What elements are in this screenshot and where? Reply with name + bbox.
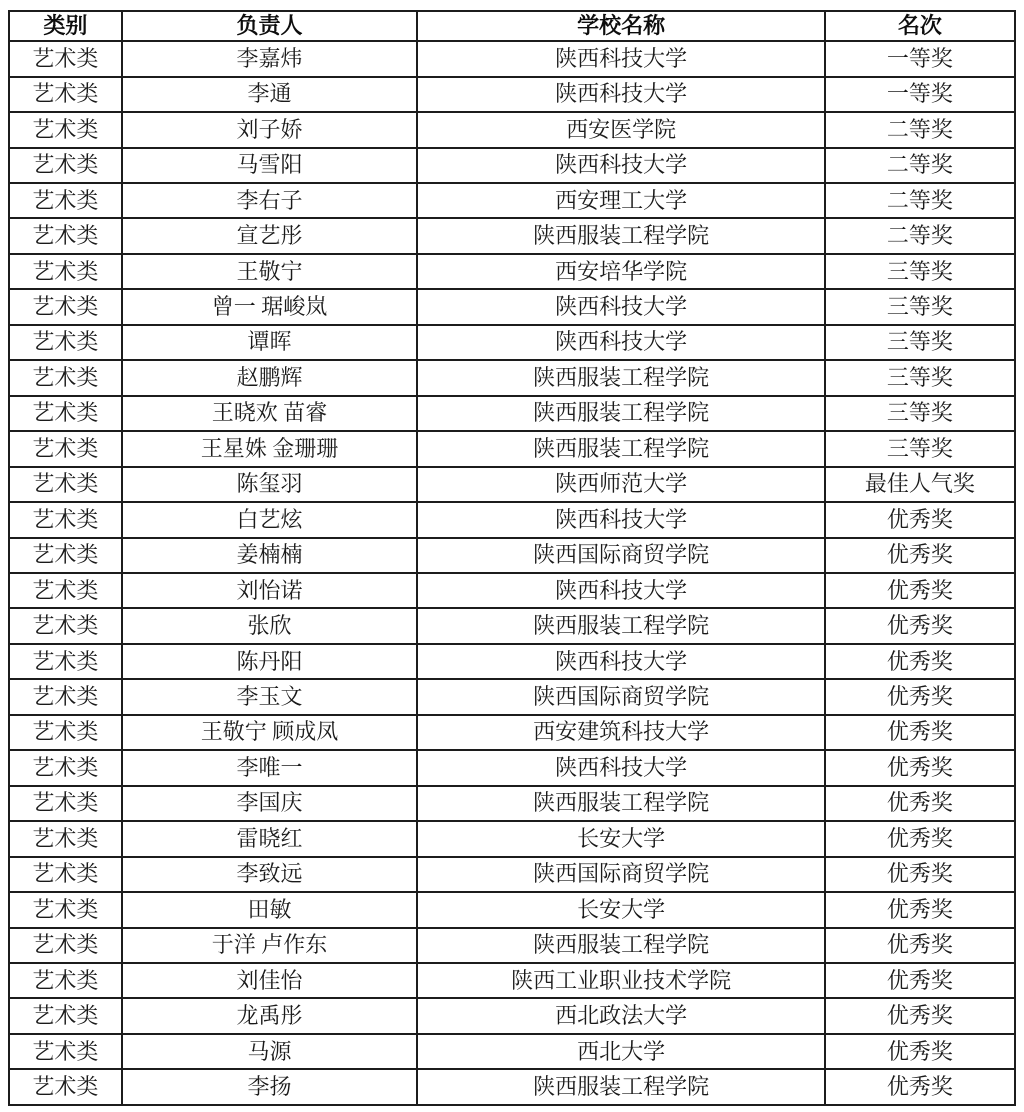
cell-category: 艺术类	[9, 289, 122, 324]
cell-prize: 优秀奖	[825, 608, 1015, 643]
cell-prize: 三等奖	[825, 396, 1015, 431]
cell-category: 艺术类	[9, 857, 122, 892]
awards-table	[8, 10, 1016, 1106]
cell-category: 艺术类	[9, 963, 122, 998]
cell-leader: 白艺炫	[122, 502, 418, 537]
cell-category: 艺术类	[9, 254, 122, 289]
header-school: 学校名称	[417, 11, 824, 41]
cell-prize: 最佳人气奖	[825, 467, 1015, 502]
header-category: 类别	[9, 11, 122, 41]
cell-prize: 优秀奖	[825, 963, 1015, 998]
header-leader: 负责人	[122, 11, 418, 41]
table-row	[9, 573, 1015, 608]
cell-school: 西安医学院	[417, 112, 824, 147]
cell-category: 艺术类	[9, 1069, 122, 1105]
header-row	[9, 11, 1015, 41]
cell-category: 艺术类	[9, 467, 122, 502]
cell-school: 陕西服装工程学院	[417, 431, 824, 466]
cell-category: 艺术类	[9, 786, 122, 821]
header-prize: 名次	[825, 11, 1015, 41]
cell-school: 长安大学	[417, 821, 824, 856]
cell-prize: 二等奖	[825, 183, 1015, 218]
cell-school: 陕西服装工程学院	[417, 396, 824, 431]
cell-school: 西安培华学院	[417, 254, 824, 289]
cell-category: 艺术类	[9, 644, 122, 679]
cell-leader: 赵鹏辉	[122, 360, 418, 395]
cell-leader: 谭晖	[122, 325, 418, 360]
cell-prize: 优秀奖	[825, 679, 1015, 714]
table-row	[9, 538, 1015, 573]
cell-leader: 李嘉炜	[122, 41, 418, 76]
cell-prize: 优秀奖	[825, 715, 1015, 750]
cell-school: 陕西国际商贸学院	[417, 538, 824, 573]
cell-category: 艺术类	[9, 431, 122, 466]
cell-leader: 于洋 卢作东	[122, 928, 418, 963]
cell-school: 陕西科技大学	[417, 148, 824, 183]
cell-school: 陕西师范大学	[417, 467, 824, 502]
cell-category: 艺术类	[9, 183, 122, 218]
cell-prize: 优秀奖	[825, 644, 1015, 679]
cell-leader: 龙禹彤	[122, 998, 418, 1033]
cell-leader: 王敬宁	[122, 254, 418, 289]
cell-category: 艺术类	[9, 538, 122, 573]
cell-school: 陕西服装工程学院	[417, 786, 824, 821]
cell-school: 陕西科技大学	[417, 502, 824, 537]
table-row	[9, 431, 1015, 466]
table-row	[9, 148, 1015, 183]
cell-prize: 优秀奖	[825, 1034, 1015, 1069]
cell-prize: 优秀奖	[825, 857, 1015, 892]
cell-leader: 李致远	[122, 857, 418, 892]
cell-leader: 王晓欢 苗睿	[122, 396, 418, 431]
cell-prize: 优秀奖	[825, 750, 1015, 785]
cell-school: 陕西科技大学	[417, 289, 824, 324]
cell-prize: 三等奖	[825, 325, 1015, 360]
cell-school: 西北大学	[417, 1034, 824, 1069]
table-row	[9, 963, 1015, 998]
cell-category: 艺术类	[9, 502, 122, 537]
table-row	[9, 360, 1015, 395]
cell-school: 陕西科技大学	[417, 644, 824, 679]
cell-school: 西北政法大学	[417, 998, 824, 1033]
cell-leader: 马源	[122, 1034, 418, 1069]
cell-category: 艺术类	[9, 396, 122, 431]
cell-category: 艺术类	[9, 608, 122, 643]
cell-category: 艺术类	[9, 1034, 122, 1069]
cell-prize: 一等奖	[825, 77, 1015, 112]
cell-leader: 李通	[122, 77, 418, 112]
cell-category: 艺术类	[9, 218, 122, 253]
table-row	[9, 396, 1015, 431]
table-row	[9, 644, 1015, 679]
table-row	[9, 41, 1015, 76]
cell-leader: 张欣	[122, 608, 418, 643]
cell-category: 艺术类	[9, 573, 122, 608]
table-row	[9, 750, 1015, 785]
cell-school: 陕西科技大学	[417, 573, 824, 608]
cell-school: 陕西服装工程学院	[417, 1069, 824, 1105]
table-row	[9, 112, 1015, 147]
cell-leader: 姜楠楠	[122, 538, 418, 573]
cell-prize: 二等奖	[825, 218, 1015, 253]
table-row	[9, 183, 1015, 218]
table-row	[9, 821, 1015, 856]
table-row	[9, 679, 1015, 714]
table-row	[9, 786, 1015, 821]
cell-category: 艺术类	[9, 998, 122, 1033]
cell-leader: 陈玺羽	[122, 467, 418, 502]
table-row	[9, 502, 1015, 537]
table-row	[9, 857, 1015, 892]
cell-prize: 一等奖	[825, 41, 1015, 76]
table-row	[9, 1069, 1015, 1105]
table-row	[9, 608, 1015, 643]
cell-category: 艺术类	[9, 360, 122, 395]
cell-prize: 优秀奖	[825, 573, 1015, 608]
cell-leader: 曾一 琚峻岚	[122, 289, 418, 324]
cell-prize: 优秀奖	[825, 821, 1015, 856]
table-row	[9, 289, 1015, 324]
cell-school: 陕西服装工程学院	[417, 360, 824, 395]
table-row	[9, 218, 1015, 253]
cell-leader: 李右子	[122, 183, 418, 218]
cell-leader: 刘子娇	[122, 112, 418, 147]
cell-category: 艺术类	[9, 821, 122, 856]
table-row	[9, 928, 1015, 963]
cell-leader: 雷晓红	[122, 821, 418, 856]
cell-prize: 三等奖	[825, 431, 1015, 466]
cell-leader: 刘佳怡	[122, 963, 418, 998]
cell-leader: 宣艺彤	[122, 218, 418, 253]
cell-leader: 李国庆	[122, 786, 418, 821]
cell-category: 艺术类	[9, 892, 122, 927]
cell-school: 陕西科技大学	[417, 41, 824, 76]
document-page	[8, 10, 1016, 1106]
cell-leader: 李唯一	[122, 750, 418, 785]
cell-category: 艺术类	[9, 928, 122, 963]
cell-prize: 二等奖	[825, 112, 1015, 147]
cell-school: 陕西工业职业技术学院	[417, 963, 824, 998]
cell-prize: 三等奖	[825, 360, 1015, 395]
cell-prize: 优秀奖	[825, 1069, 1015, 1105]
table-row	[9, 325, 1015, 360]
table-row	[9, 254, 1015, 289]
cell-prize: 优秀奖	[825, 928, 1015, 963]
cell-category: 艺术类	[9, 679, 122, 714]
cell-school: 陕西科技大学	[417, 750, 824, 785]
cell-category: 艺术类	[9, 148, 122, 183]
cell-school: 西安建筑科技大学	[417, 715, 824, 750]
cell-school: 陕西国际商贸学院	[417, 857, 824, 892]
cell-prize: 优秀奖	[825, 786, 1015, 821]
table-row	[9, 998, 1015, 1033]
cell-category: 艺术类	[9, 77, 122, 112]
cell-prize: 优秀奖	[825, 538, 1015, 573]
table-row	[9, 467, 1015, 502]
cell-leader: 王敬宁 顾成凤	[122, 715, 418, 750]
table-row	[9, 77, 1015, 112]
cell-prize: 优秀奖	[825, 892, 1015, 927]
cell-prize: 优秀奖	[825, 998, 1015, 1033]
table-row	[9, 715, 1015, 750]
cell-category: 艺术类	[9, 112, 122, 147]
cell-category: 艺术类	[9, 715, 122, 750]
cell-leader: 马雪阳	[122, 148, 418, 183]
cell-leader: 田敏	[122, 892, 418, 927]
cell-prize: 二等奖	[825, 148, 1015, 183]
cell-prize: 三等奖	[825, 254, 1015, 289]
cell-prize: 优秀奖	[825, 502, 1015, 537]
cell-category: 艺术类	[9, 325, 122, 360]
cell-school: 陕西服装工程学院	[417, 608, 824, 643]
cell-leader: 李扬	[122, 1069, 418, 1105]
cell-school: 长安大学	[417, 892, 824, 927]
cell-leader: 王星姝 金珊珊	[122, 431, 418, 466]
cell-school: 陕西科技大学	[417, 77, 824, 112]
table-row	[9, 1034, 1015, 1069]
cell-school: 陕西科技大学	[417, 325, 824, 360]
cell-category: 艺术类	[9, 750, 122, 785]
cell-school: 陕西服装工程学院	[417, 928, 824, 963]
cell-leader: 李玉文	[122, 679, 418, 714]
cell-category: 艺术类	[9, 41, 122, 76]
cell-school: 陕西服装工程学院	[417, 218, 824, 253]
table-body	[9, 41, 1015, 1105]
cell-leader: 刘怡诺	[122, 573, 418, 608]
cell-leader: 陈丹阳	[122, 644, 418, 679]
table-row	[9, 892, 1015, 927]
cell-school: 西安理工大学	[417, 183, 824, 218]
cell-prize: 三等奖	[825, 289, 1015, 324]
cell-school: 陕西国际商贸学院	[417, 679, 824, 714]
